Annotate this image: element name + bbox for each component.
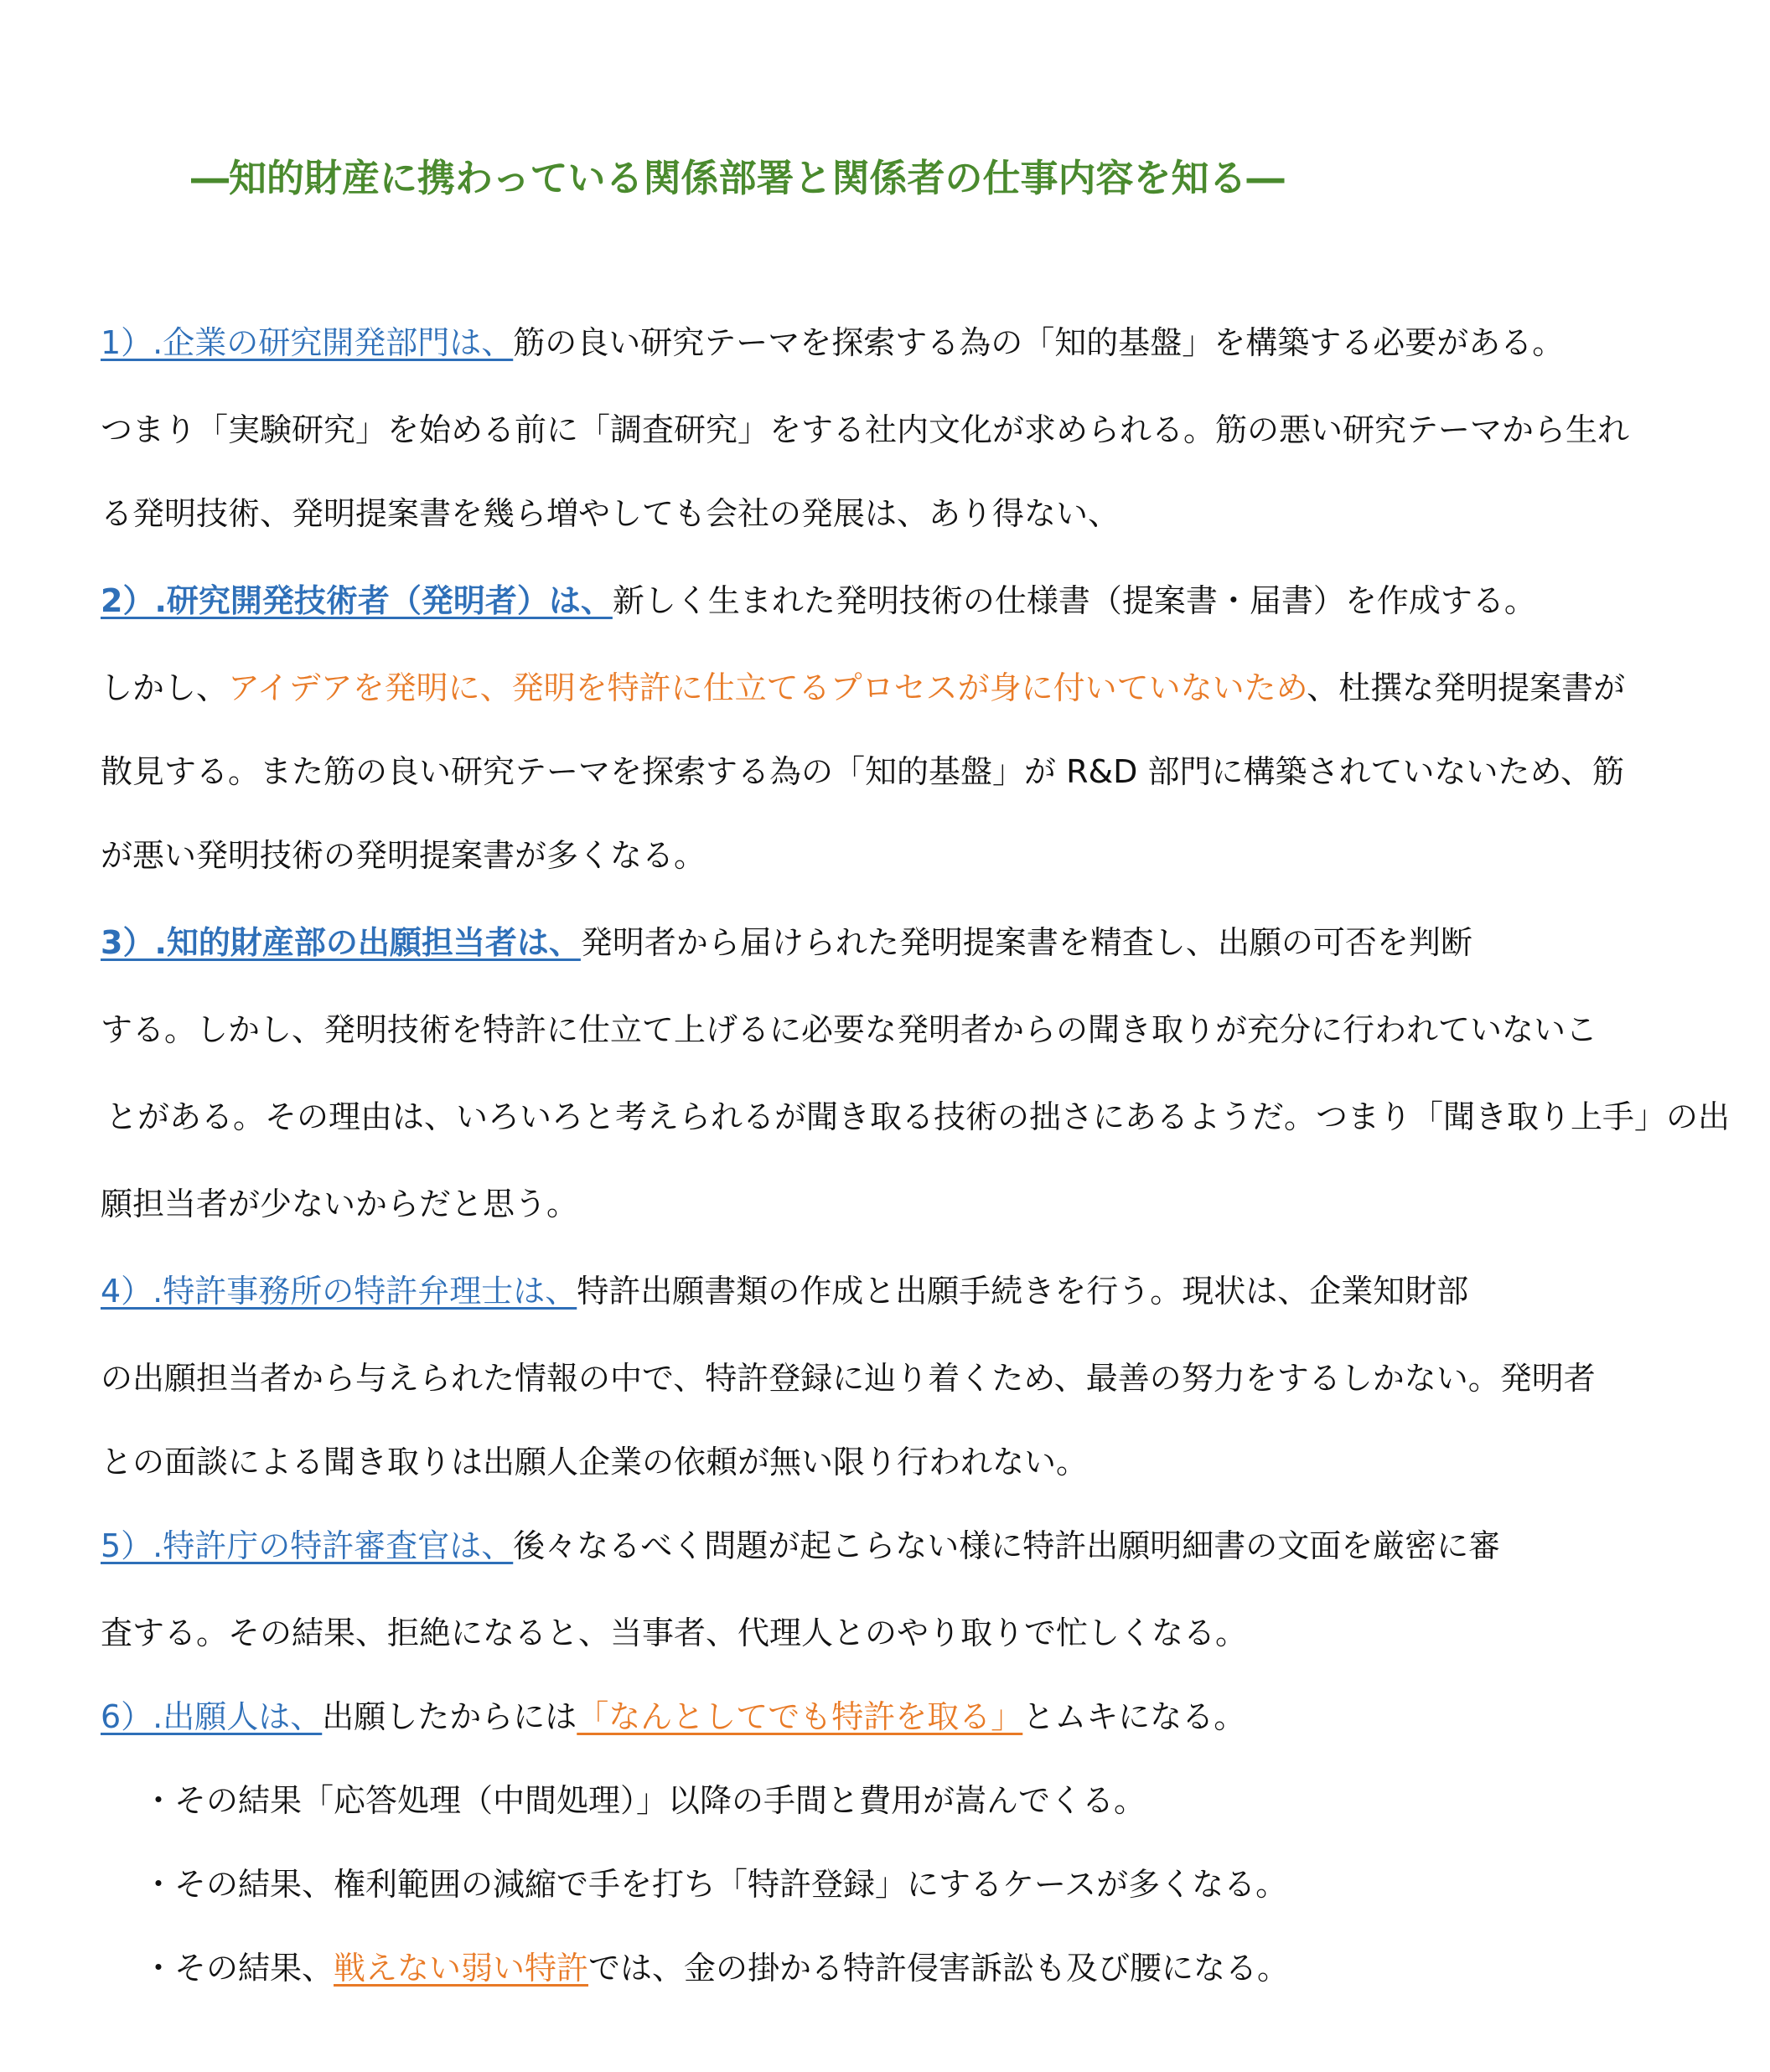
section-2-line-2 (101, 667, 1625, 709)
section-4-line-3: との面談による聞き取りは出願人企業の依頼が無い限り行われない。 (101, 1444, 1089, 1480)
section-2-emphasis: アイデアを発明に、発明を特許に仕立てるプロセスが身に付いていないため (228, 669, 1307, 706)
section-3-line-2: する。しかし、発明技術を特許に仕立て上げるに必要な発明者からの聞き取りが充分に行われていないこ (101, 1011, 1598, 1048)
section-6-bullet-3-text-a: ・その結果、 (142, 1950, 334, 1987)
section-6-line-1 (101, 1696, 1245, 1738)
section-5-line-2: 査する。その結果、拒絶になると、当事者、代理人とのやり取りで忙しくなる。 (101, 1615, 1248, 1651)
section-3-heading: 3）.知的財産部の出願担当者は、 (101, 924, 581, 961)
section-3-line-4: 願担当者が少ないからだと思う。 (101, 1186, 579, 1222)
section-6-bullet-3-emphasis: 戦えない弱い特許 (334, 1950, 589, 1987)
section-4-text: 特許出願書類の作成と出願手続きを行う。現状は、企業知財部 (577, 1273, 1469, 1310)
page-title: ―知的財産に携わっている関係部署と関係者の仕事内容を知る― (191, 156, 1285, 200)
section-1-line-2: つまり「実験研究」を始める前に「調査研究」をする社内文化が求められる。筋の悪い研究テーマから生れ (101, 411, 1630, 448)
section-6-text-b: とムキになる。 (1022, 1698, 1246, 1735)
section-3-text: 発明者から届けられた発明提案書を精査し、出願の可否を判断 (580, 924, 1472, 961)
section-5-heading: 5）.特許庁の特許審査官は、 (101, 1527, 514, 1564)
section-6-bullet-3 (142, 1947, 1289, 1989)
section-1-text: 筋の良い研究テーマを探索する為の「知的基盤」を構築する必要がある。 (513, 324, 1565, 361)
section-2-heading: 2）.研究開発技術者（発明者）は、 (101, 582, 613, 619)
section-6-bullet-2: ・その結果、権利範囲の減縮で手を打ち「特許登録」にするケースが多くなる。 (142, 1866, 1288, 1903)
section-5-line-1 (101, 1525, 1500, 1567)
section-3-line-1 (101, 922, 1472, 964)
section-4-heading: 4）.特許事務所の特許弁理士は、 (101, 1273, 577, 1310)
section-2-line-1 (101, 580, 1536, 622)
section-6-text-a: 出願したからには (322, 1698, 577, 1735)
section-6-bullet-3-text-b: では、金の掛かる特許侵害訴訟も及び腰になる。 (588, 1950, 1290, 1987)
section-6-emphasis: 「なんとしてでも特許を取る」 (577, 1698, 1023, 1735)
section-1-heading: 1）.企業の研究開発部門は、 (101, 324, 514, 361)
section-2-line-3: 散見する。また筋の良い研究テーマを探索する為の「知的基盤」が R&D 部門に構築されていないため、筋 (101, 753, 1624, 790)
section-6-heading: 6）.出願人は、 (101, 1698, 323, 1735)
section-4-line-2: の出願担当者から与えられた情報の中で、特許登録に辿り着くため、最善の努力をするしかない。発明者 (101, 1360, 1596, 1397)
section-1-line-3: る発明技術、発明提案書を幾ら増やしても会社の発展は、あり得ない、 (101, 495, 1120, 532)
section-1-line-1 (101, 322, 1564, 364)
section-4-line-1 (101, 1270, 1468, 1312)
section-2-line-4: が悪い発明技術の発明提案書が多くなる。 (101, 837, 706, 874)
section-6-bullet-1: ・その結果「応答処理（中間処理）」以降の手間と費用が嵩んでくる。 (142, 1782, 1146, 1819)
section-2-text-a: しかし、 (101, 669, 229, 706)
section-3-line-3: とがある。その理由は、いろいろと考えられるが聞き取る技術の拙さにあるようだ。つまり「聞き取り上手」の出 (106, 1098, 1731, 1135)
section-5-text: 後々なるべく問題が起こらない様に特許出願明細書の文面を厳密に審 (513, 1527, 1501, 1564)
section-2-text: 新しく生まれた発明技術の仕様書（提案書・届書）を作成する。 (612, 582, 1536, 619)
section-2-text-b: 、杜撰な発明提案書が (1307, 669, 1626, 706)
